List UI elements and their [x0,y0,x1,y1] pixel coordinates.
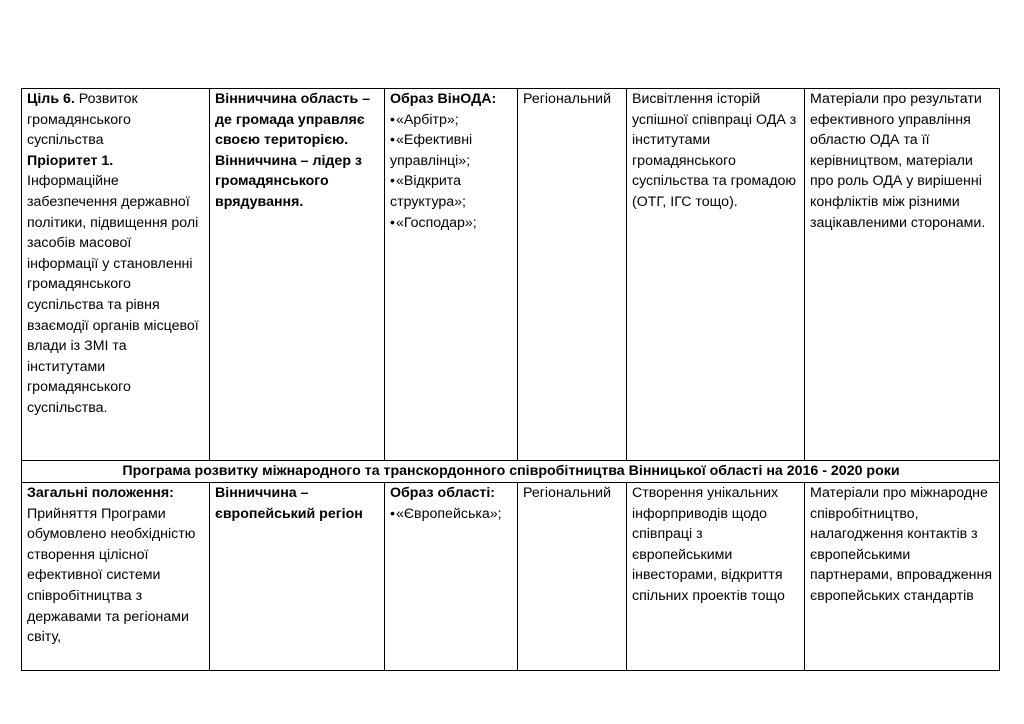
list-item: • «Арбітр»; [390,110,513,131]
slogan-cell: Вінниччина – європейський регіон [210,483,385,671]
list-item: • «Відкрита структура»; [390,171,513,212]
program-banner: Програма розвитку міжнародного та транскордонного співробітництва Вінницької області на 2016 - 2020 роки [22,461,1000,483]
general-cell [22,483,210,671]
materials-cell: Матеріали про результати ефективного управління областю ОДА та її керівництвом, матеріали про роль ОДА у вирішенні конфліктів між різними зацікавленими сторонами. [805,89,1000,461]
goal-cell [22,89,210,461]
activity-cell: Висвітлення історій успішної співпраці ОДА з інститутами громадянського суспільства та громадою (ОТГ, ІГС тощо). [627,89,805,461]
goal-label: Ціль 6. [27,91,75,107]
list-item: • «Ефективні управлінці»; [390,130,513,171]
level-cell: Регіональний [518,483,627,671]
general-title: Загальні положення: [27,485,174,501]
activity-cell: Створення унікальних інфорприводів щодо співпраці з європейськими інвесторами, відкриття спільних проектів тощо [627,483,805,671]
document-table [21,88,1000,671]
goal-text: Розвиток громадянського суспільства [27,91,138,149]
list-item: • «Європейська»; [390,504,513,525]
priority-text: Інформаційне забезпечення державної політики, підвищення ролі засобів масової інформації у становленні громадянського суспільства та рівня взаємодії органів місцевої влади із ЗМІ та інститутами громадянського суспільства. [27,173,199,416]
slogan-cell: Вінниччина область – де громада управляє своєю територією. Вінниччина – лідер з громадянського врядування. [210,89,385,461]
image-title: Образ ВінОДА: [390,91,497,107]
general-text: Прийняття Програми обумовлено необхідністю створення цілісної ефективної системи співробітництва з державами та регіонами світу, [27,505,196,646]
table-row [22,89,1000,461]
table-row [22,461,1000,483]
list-item: • «Господар»; [390,213,513,234]
image-cell [385,89,518,461]
image-cell [385,483,518,671]
image-title: Образ області: [390,485,496,501]
priority-label: Пріоритет 1. [27,152,114,169]
materials-cell: Матеріали про міжнародне співробітництво, налагодження контактів з європейськими партнерами, впровадження європейських стандартів [805,483,1000,671]
table-row [22,483,1000,671]
level-cell: Регіональний [518,89,627,461]
